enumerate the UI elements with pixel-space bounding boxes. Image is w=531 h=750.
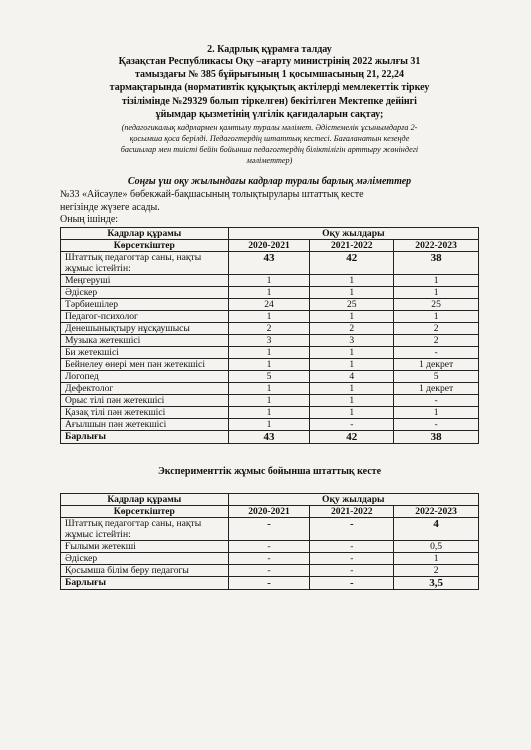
table-header-row (61, 505, 479, 517)
row-value: 4 (310, 370, 394, 382)
row-label: Барлығы (61, 430, 229, 443)
row-label: Қосымша білім беру педагогы (61, 564, 229, 576)
table-row (61, 334, 479, 346)
row-value: 2 (394, 564, 479, 576)
intro-paragraph (60, 189, 479, 227)
row-label: Барлығы (61, 576, 229, 589)
table-header-row (61, 227, 479, 239)
main-heading-line: тармақтарында (нормативтік құқықтық актілерді мемлекеттік тіркеу (109, 82, 430, 94)
row-value: 1 (310, 286, 394, 298)
row-value: 2 (310, 322, 394, 334)
staff-table (60, 227, 479, 444)
row-value: 5 (228, 370, 310, 382)
row-value: 1 (310, 394, 394, 406)
row-label: Қазақ тілі пән жетекшісі (61, 406, 229, 418)
row-value: 25 (310, 298, 394, 310)
row-value: 2 (394, 334, 479, 346)
intro-line: №33 «Айсәуле» бөбекжай-бақшасының толықтырулары штаттық кесте (60, 189, 364, 201)
header-indicators: Көрсеткіштер (61, 239, 229, 251)
row-value: - (228, 552, 310, 564)
row-value: 4 (394, 517, 479, 540)
row-label: Әдіскер (61, 552, 229, 564)
header-year: 2022-2023 (394, 239, 479, 251)
table-row (61, 540, 479, 552)
main-heading-line: тізілімінде №29329 болып тіркелген) бекітілген Мектепке дейінгі (122, 95, 417, 107)
staff-info-subtitle: Соңғы үш оқу жылындағы кадрлар туралы барлық мәліметтер (127, 176, 412, 188)
row-value: 1 (228, 382, 310, 394)
main-heading-line: тамыздағы № 385 бұйрығының 1 қосымшасының 21, 22,24 (134, 69, 405, 81)
row-value: 2 (394, 322, 479, 334)
main-heading (60, 55, 479, 121)
header-year: 2020-2021 (228, 239, 310, 251)
header-indicators: Көрсеткіштер (61, 505, 229, 517)
row-value: 1 (310, 310, 394, 322)
table-row (61, 251, 479, 274)
row-value: 1 (310, 406, 394, 418)
row-value: 43 (228, 251, 310, 274)
row-value: 1 (228, 346, 310, 358)
row-value: - (310, 517, 394, 540)
row-value: 1 (394, 274, 479, 286)
row-value: 1 (228, 406, 310, 418)
row-value: 1 (394, 406, 479, 418)
row-value: 42 (310, 251, 394, 274)
row-label: Меңгеруші (61, 274, 229, 286)
row-value: 38 (394, 430, 479, 443)
experimental-table-body (61, 517, 479, 589)
header-year: 2021-2022 (310, 505, 394, 517)
row-value: 1 (310, 346, 394, 358)
experimental-table (60, 493, 479, 590)
row-value: 0,5 (394, 540, 479, 552)
row-value: 42 (310, 430, 394, 443)
table-row (61, 370, 479, 382)
row-value: - (228, 564, 310, 576)
table-header-row (61, 493, 479, 505)
table-row (61, 322, 479, 334)
row-value: - (310, 418, 394, 430)
row-label: Дефектолог (61, 382, 229, 394)
row-value: 3 (310, 334, 394, 346)
main-heading-line: ұйымдар қызметінің үлгілік қағидаларын сақтау; (155, 108, 384, 120)
row-label: Музыка жетекшісі (61, 334, 229, 346)
heading-note-line: басшылар мен тиісті бейін бойынша педагогтердің біліктілігін арттыру жөніндегі (120, 145, 419, 155)
staff-table-body (61, 251, 479, 443)
intro-line: Оның ішінде: (60, 214, 119, 226)
heading-note-line: мәліметтер) (246, 156, 293, 166)
row-value: 43 (228, 430, 310, 443)
row-label: Би жетекшісі (61, 346, 229, 358)
table-row (61, 286, 479, 298)
row-value: 38 (394, 251, 479, 274)
header-years: Оқу жылдары (228, 227, 478, 239)
row-value: 1 (228, 310, 310, 322)
header-years: Оқу жылдары (228, 493, 478, 505)
heading-note-line: қосымша қоса берілді. Педагогтердің штаттық кестесі. Бағаланатын кезеңде (129, 134, 410, 144)
row-value: 2 (228, 322, 310, 334)
experimental-table-title: Эксперименттік жұмыс бойынша штаттық кесте (157, 465, 382, 477)
table-row (61, 430, 479, 443)
table-row (61, 382, 479, 394)
heading-note (60, 122, 479, 166)
intro-line: негізінде жүзеге асады. (60, 201, 160, 213)
table-row (61, 552, 479, 564)
row-value: - (310, 576, 394, 589)
row-value: - (310, 540, 394, 552)
table-row (61, 310, 479, 322)
row-value: 1 (228, 418, 310, 430)
row-value: 1 (394, 310, 479, 322)
row-value: - (228, 540, 310, 552)
row-value: 3 (228, 334, 310, 346)
table-row (61, 298, 479, 310)
row-value: - (228, 576, 310, 589)
row-value: 1 (310, 382, 394, 394)
row-value: 1 (228, 286, 310, 298)
row-value: 25 (394, 298, 479, 310)
table-row (61, 274, 479, 286)
row-value: - (394, 346, 479, 358)
row-value: 1 декрет (394, 382, 479, 394)
row-value: 24 (228, 298, 310, 310)
row-value: 1 (394, 286, 479, 298)
table-row (61, 576, 479, 589)
table-row (61, 406, 479, 418)
row-label: Ағылшын пән жетекшісі (61, 418, 229, 430)
row-value: 1 декрет (394, 358, 479, 370)
header-year: 2020-2021 (228, 505, 310, 517)
table-row (61, 564, 479, 576)
row-label: Әдіскер (61, 286, 229, 298)
row-label: Денешынықтыру нұсқаушысы (61, 322, 229, 334)
row-label: Логопед (61, 370, 229, 382)
row-value: - (394, 394, 479, 406)
row-value: 1 (228, 274, 310, 286)
main-heading-line: Қазақстан Республикасы Оқу –ағарту министрінің 2022 жылғы 31 (118, 56, 421, 67)
header-year: 2021-2022 (310, 239, 394, 251)
table-row (61, 418, 479, 430)
table-row (61, 517, 479, 540)
row-value: 1 (310, 358, 394, 370)
row-label: Тәрбиешілер (61, 298, 229, 310)
table-row (61, 394, 479, 406)
row-label: Ғылыми жетекші (61, 540, 229, 552)
table-row (61, 358, 479, 370)
row-value: - (394, 418, 479, 430)
row-value: - (310, 552, 394, 564)
row-value: 1 (310, 274, 394, 286)
heading-note-line: (педагогикалық кадрлармен қамтылу туралы мәлімет. Әдістемелік ұсынымдарға 2- (121, 123, 418, 133)
row-value: 3,5 (394, 576, 479, 589)
row-label: Штаттық педагогтар саны, нақты жұмыс істейтін: (61, 517, 229, 540)
row-value: 1 (394, 552, 479, 564)
row-label: Штаттық педагогтар саны, нақты жұмыс істейтін: (61, 251, 229, 274)
row-value: - (228, 517, 310, 540)
header-year: 2022-2023 (394, 505, 479, 517)
header-staff: Кадрлар құрамы (61, 227, 229, 239)
row-value: 5 (394, 370, 479, 382)
table-row (61, 346, 479, 358)
table-header-row (61, 239, 479, 251)
row-label: Орыс тілі пән жетекшісі (61, 394, 229, 406)
row-value: 1 (228, 394, 310, 406)
section-heading: 2. Кадрлық құрамға талдау (207, 44, 332, 55)
row-value: - (310, 564, 394, 576)
row-label: Бейнелеу өнері мен пән жетекшісі (61, 358, 229, 370)
header-staff: Кадрлар құрамы (61, 493, 229, 505)
row-value: 1 (228, 358, 310, 370)
row-label: Педагог-психолог (61, 310, 229, 322)
